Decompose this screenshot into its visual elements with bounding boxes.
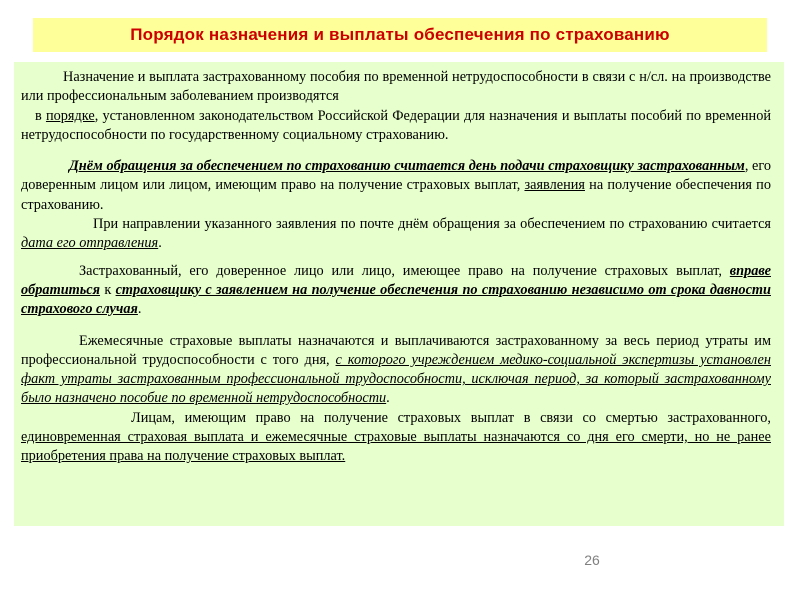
p4-end: . xyxy=(137,301,142,318)
paragraph-1 xyxy=(21,68,771,107)
p2-link: заявления xyxy=(524,177,585,194)
p4-text: Застрахованный, его доверенное лицо или лицо, имеющее право на получение страховых выплат, xyxy=(79,262,730,279)
p2-lead: Днём обращения за обеспечением по страхованию считается день подачи страховщику застрахованным xyxy=(69,158,745,175)
p3-end: . xyxy=(158,235,162,252)
p1b-pre: в xyxy=(35,107,46,124)
title-bar xyxy=(33,18,767,52)
paragraph-4 xyxy=(21,262,771,320)
p1-text: Назначение и выплата застрахованному пособия по временной нетрудоспособности в связи с н/сл. на производстве или профессиональным заболеванием производятся xyxy=(21,69,771,105)
p5-end: . xyxy=(386,390,390,407)
p6-text: Лицам, имеющим право на получение страховых выплат в связи со смертью застрахованного, xyxy=(131,409,771,426)
content-box xyxy=(14,62,784,526)
p5-text: Ежемесячные страховые выплаты назначаются и выплачиваются застрахованному за весь период утраты им профессиональной трудоспособности с того дня, xyxy=(21,332,771,368)
paragraph-6 xyxy=(21,409,771,467)
p4-mid: к xyxy=(100,281,116,298)
p6-link: единовременная страховая выплата и ежемесячные страховые выплаты назначаются со дня его смерти, но не ранее приобретения права на получение страховых выплат. xyxy=(21,429,771,465)
slide-title: Порядок назначения и выплаты обеспечения по страхованию xyxy=(130,25,670,44)
p3-text: При направлении указанного заявления по почте днём обращения за обеспечением по страхованию считается xyxy=(93,216,771,233)
paragraph-2 xyxy=(21,157,771,215)
p2-end: на получение обеспечения по страхованию. xyxy=(21,177,771,213)
p5-link: с которого учреждением медико-социальной экспертизы установлен факт утраты застрахованным профессиональной трудоспособности, исключая период, за который застрахованному было назначено пособие по временной нетрудоспособности xyxy=(21,351,771,407)
paragraph-1b xyxy=(21,107,771,146)
p2-mid: , его доверенным лицом или лицом, имеющим право на получение страховых выплат, xyxy=(21,158,771,194)
page-number: 26 xyxy=(584,552,600,568)
p4-bold-2: страховщику с заявлением на получение обеспечения по страхованию независимо от срока давности страхового случая xyxy=(21,281,771,318)
paragraph-5 xyxy=(21,332,771,409)
paragraph-3 xyxy=(21,215,771,254)
p1b-link: порядке xyxy=(45,107,95,124)
p4-bold-1: вправе обратиться xyxy=(21,262,771,298)
p3-link: дата его отправления xyxy=(21,235,159,252)
p1b-post: , установленном законодательством Российской Федерации для назначения и выплаты пособий по временной нетрудоспособности по государственному социальному страхованию. xyxy=(21,107,772,143)
